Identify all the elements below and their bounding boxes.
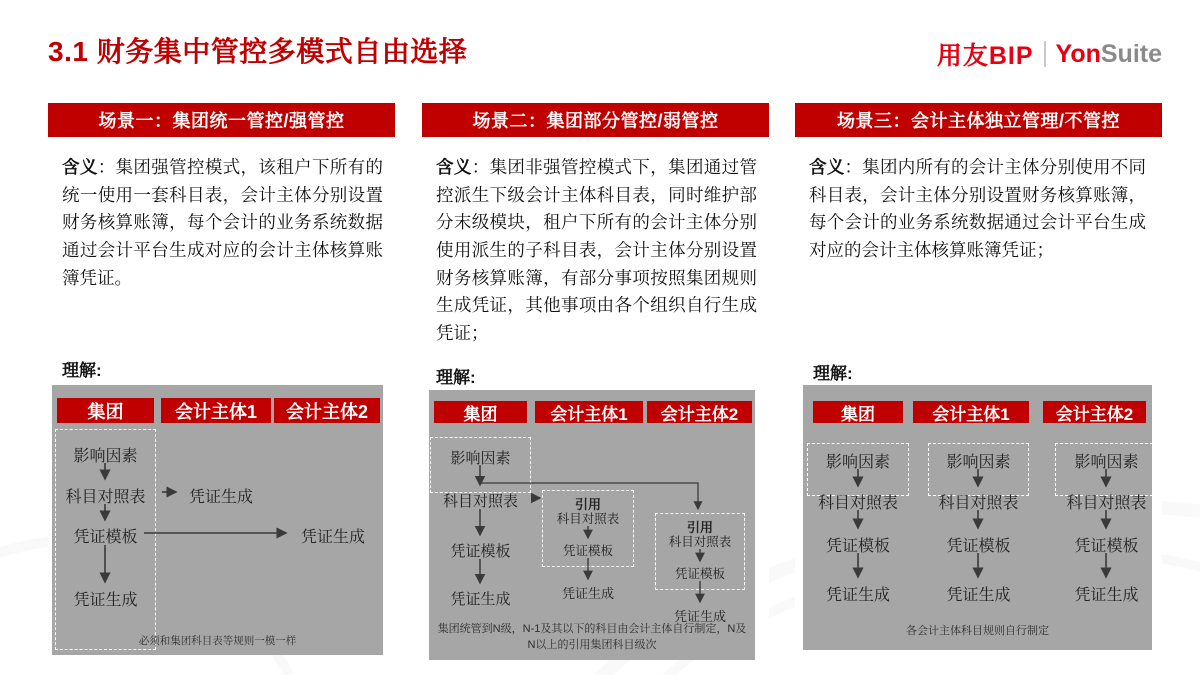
scenario-2-diagram	[429, 390, 755, 660]
meaning-text: ：集团内所有的会计主体分别使用不同科目表，会计主体分别设置财务核算账簿，每个会计的业务系统数据通过会计平台生成对应的会计主体核算账簿凭证；	[809, 157, 1146, 260]
flow-node-template: 凭证模板	[73, 529, 138, 546]
flow-node-mapping: 科目对照表	[1066, 495, 1147, 512]
entity2-generate-node: 凭证生成	[300, 529, 365, 546]
meaning-label: 含义	[436, 157, 472, 177]
scenario-card-3	[795, 103, 1162, 650]
page-title: 3.1 财务集中管控多模式自由选择	[48, 36, 468, 67]
yonsuite-logo-gray: Suite	[1100, 39, 1162, 68]
scenario-3-diagram	[803, 385, 1152, 650]
meaning-text: ：集团非强管控模式下，集团通过管控派生下级会计主体科目表，同时维护部分末级模块，租户下所有的会计主体分别使用派生的子科目表，会计主体分别设置财务核算账簿，有部分事项按照集团规则生成凭证，其他事项由各个组织自行生成凭证；	[436, 157, 758, 343]
entity1-ref-template: 凭证模板	[562, 544, 613, 558]
yonsuite-logo-red: Yon	[1055, 39, 1101, 68]
entity-header-entity2: 会计主体2	[647, 401, 752, 423]
diagram-caption: 集团统管到N级，N-1及其以下的科目由会计主体自行制定，N及N以上的引用集团科目级次	[437, 623, 747, 652]
entity-header-entity2: 会计主体2	[274, 398, 380, 423]
entity2-ref-title: 引用	[686, 520, 713, 535]
flow-node-mapping: 科目对照表	[65, 489, 146, 506]
flow-node-factors: 影响因素	[946, 454, 1011, 471]
flow-node-generate: 凭证生成	[1074, 587, 1139, 604]
entity-header-group: 集团	[434, 401, 527, 423]
flow-node-generate: 凭证生成	[946, 587, 1011, 604]
flow-node-template: 凭证模板	[825, 538, 890, 555]
flow-node-generate: 凭证生成	[73, 592, 138, 609]
diagram-caption: 各会计主体科目规则自行制定	[906, 625, 1049, 637]
flow-node-factors: 影响因素	[825, 454, 890, 471]
entity-header-entity1: 会计主体1	[535, 401, 643, 423]
flow-node-generate: 凭证生成	[450, 591, 511, 608]
entity-header-entity2: 会计主体2	[1043, 401, 1146, 423]
scenario-1-diagram	[52, 385, 383, 655]
flow-node-template: 凭证模板	[1074, 538, 1139, 555]
scenario-card-1	[48, 103, 395, 655]
flow-node-factors: 影响因素	[1074, 454, 1139, 471]
meaning-label: 含义	[809, 157, 845, 177]
meaning-label: 含义	[62, 157, 98, 177]
entity1-generate-node: 凭证生成	[188, 489, 253, 506]
entity-header-group: 集团	[813, 401, 903, 423]
scenario-1-meaning	[62, 154, 383, 292]
yonyou-bip-logo: 用友BIP	[936, 42, 1034, 70]
scenario-1-header: 场景一：集团统一管控/强管控	[48, 103, 395, 137]
entity1-generate-node: 凭证生成	[561, 586, 614, 601]
scenario-card-2	[422, 103, 769, 660]
flow-node-factors: 影响因素	[73, 448, 138, 465]
flow-node-template: 凭证模板	[946, 538, 1011, 555]
entity-header-entity1: 会计主体1	[161, 398, 271, 423]
brand-logo	[937, 36, 1162, 72]
entity2-generate-node: 凭证生成	[673, 609, 726, 624]
entity1-ref-mapping: 科目对照表	[556, 512, 620, 526]
scenario-2-meaning	[436, 154, 757, 347]
flow-node-template: 凭证模板	[450, 543, 511, 560]
scenario-2-header: 场景二：集团部分管控/弱管控	[422, 103, 769, 137]
logo-divider	[1044, 41, 1046, 67]
scenario-3-header: 场景三：会计主体独立管理/不管控	[795, 103, 1162, 137]
diagram-arrows	[803, 385, 1152, 650]
entity-header-group: 集团	[57, 398, 154, 423]
entity2-ref-template: 凭证模板	[674, 567, 725, 581]
flow-node-mapping: 科目对照表	[817, 495, 898, 512]
flow-node-mapping: 科目对照表	[442, 493, 518, 510]
understand-label: 理解:	[813, 364, 853, 383]
understand-label: 理解:	[436, 368, 476, 387]
flow-node-mapping: 科目对照表	[938, 495, 1019, 512]
flow-node-factors: 影响因素	[450, 450, 511, 467]
flow-node-generate: 凭证生成	[825, 587, 890, 604]
diagram-caption: 必须和集团科目表等规则一模一样	[138, 635, 297, 647]
meaning-text: ：集团强管控模式，该租户下所有的统一使用一套科目表，会计主体分别设置财务核算账簿，每个会计的业务系统数据通过会计平台生成对应的会计主体核算账簿凭证。	[62, 157, 384, 288]
scenario-3-meaning	[809, 154, 1146, 265]
understand-label: 理解:	[62, 361, 102, 380]
entity-header-entity1: 会计主体1	[913, 401, 1029, 423]
entity2-ref-mapping: 科目对照表	[668, 535, 732, 549]
entity1-ref-title: 引用	[574, 497, 601, 512]
